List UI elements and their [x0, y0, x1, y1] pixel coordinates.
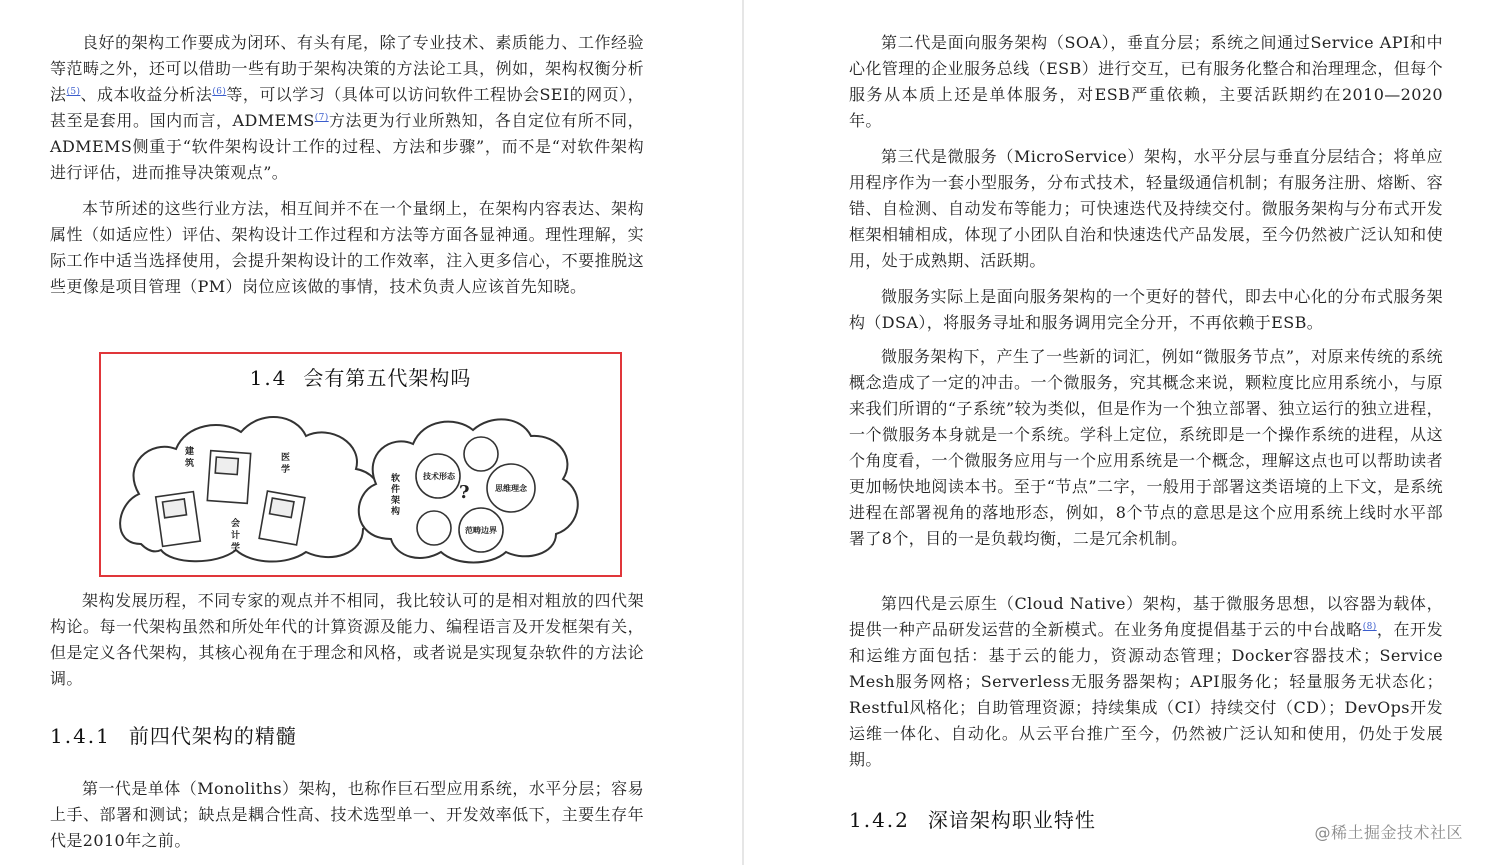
paragraph-text: 、成本收益分析法 — [80, 85, 213, 104]
section-title: 前四代架构的精髓 — [128, 724, 297, 748]
paragraph-first-generation: 第一代是单体（Monoliths）架构，也称作巨石型应用系统，水平分层；容易上手、部署和测试；缺点是耦合性高、技术选型单一、开发效率低下，主要生存年代是2010年之前。 — [50, 779, 644, 850]
section-number: 1.4.2 — [849, 808, 910, 832]
paragraph-third-generation: 第三代是微服务（MicroService）架构，水平分层与垂直分层结合；将单应用程序作为一套小型服务，分布式技术，轻量级通信机制；有服务注册、熔断、容错、自检测、自动发布等能力；可快速迭代及持续交付。微服务架构与分布式开发框架相辅相成，体现了小团队自治和快速迭代产品发展，至今仍然被广泛认知和使用，处于成熟期、活跃期。 — [849, 147, 1443, 270]
bubble-label-boundary: 范畴边界 — [465, 525, 497, 535]
paragraph-text: 方法更为行业所熟知，各自定位有所不同，ADMEMS侧重于“软件架构设计工作的过程、方法和步骤”，而不是“对软件架构进行评估，进而推导决策观点”。 — [50, 111, 644, 182]
section-title: 深谙架构职业特性 — [927, 808, 1096, 832]
paragraph-text: 良好的架构工作要成为闭环、有头有尾，除了专业技术、素质能力、工作经验等范畴之外，还可以借助一些有助于架构决策的方法论工具，例如，架构权衡分析法 — [50, 33, 644, 104]
bubble-empty-bottom — [417, 511, 451, 545]
bubble-empty-top — [464, 437, 498, 471]
bubble-label-thinking: 思维理念 — [495, 483, 527, 493]
left-page — [0, 0, 742, 865]
paragraph-microservice-vocabulary: 微服务架构下，产生了一些新的词汇，例如“微服务节点”，对原来传统的系统概念造成了一定的冲击。一个微服务，究其概念来说，颗粒度比应用系统小，与原来我们所谓的“子系统”较为类似，但是作为一个独立部署、独立运行的独立进程，一个微服务本身就是一个系统。学科上定位，系统即是一个操作系统的进程，从这个角度看，一个微服务应用与一个应用系统是一个概念，理解这点也可以帮助读者更加畅快地阅读本书。至于“节点”二字，一般用于部署这类语境的上下文，是系统进程在部署视角的落地形态，例如，8个节点的意思是这个应用系统上线时水平部署了8个，目的一是负载均衡，二是冗余机制。 — [849, 347, 1443, 548]
figure-title — [101, 362, 620, 391]
figure-title-text: 会有第五代架构吗 — [303, 366, 472, 390]
book-icon — [259, 491, 305, 545]
label-medicine: 医学 — [281, 453, 291, 475]
paragraph-text: 等，可以学习（具体可以访问软件工程协会SEI的网页），甚至是套用。国内而言，ADMEMS — [50, 85, 645, 130]
bubble-label-tech: 技术形态 — [423, 471, 455, 481]
footnote-link-8[interactable]: (8) — [1362, 622, 1377, 632]
footnote-link-7[interactable]: (7) — [314, 113, 329, 123]
left-cloud-shape — [120, 417, 381, 562]
figure-fifth-generation — [99, 352, 622, 577]
watermark: @稀土掘金技术社区 — [1314, 823, 1463, 842]
book-icon — [156, 492, 201, 547]
book-icon — [207, 451, 250, 504]
section-heading-1-4-1 — [50, 720, 297, 749]
paragraph-fourth-generation — [849, 591, 1443, 773]
label-building: 建筑 — [185, 447, 195, 469]
paragraph-text: ，在开发和运维方面包括：基于云的能力，资源动态管理；Docker容器技术；Service Mesh服务网格；Serverless无服务器架构；API服务化；轻量服务无状态化；Restful风格化；自助管理资源；持续集成（CI）持续交付（CD）；DevOps开发运维一体化、自动化。从云平台推广至今，仍然被广泛认知和使用，仍处于发展期。 — [849, 620, 1443, 769]
section-number: 1.4.1 — [50, 724, 111, 748]
footnote-link-6[interactable]: (6) — [212, 87, 227, 97]
paragraph-text: 第四代是云原生（Cloud Native）架构，基于微服务思想，以容器为载体，提供一种产品研发运营的全新模式。在业务角度提倡基于云的中台战略 — [849, 594, 1443, 639]
label-accounting: 会计学 — [231, 519, 241, 553]
paragraph-second-generation: 第二代是面向服务架构（SOA），垂直分层；系统之间通过Service API和中心化管理的企业服务总线（ESB）进行交互，已有服务化整合和治理理念，但每个服务从本质上还是单体服务，对ESB严重依赖，主要活跃期约在2010—2020年。 — [849, 33, 1443, 130]
figure-number: 1.4 — [249, 366, 288, 390]
paragraph-industry-methods: 本节所述的这些行业方法，相互间并不在一个量纲上，在架构内容表达、架构属性（如适应性）评估、架构设计工作过程和方法等方面各显神通。理性理解，实际工作中适当选择使用，会提升架构设计的工作效率，注入更多信心，不要推脱这些更像是项目管理（PM）岗位应该做的事情，技术负责人应该首先知晓。 — [50, 199, 644, 296]
question-mark: ? — [459, 482, 470, 503]
footnote-link-5[interactable]: (5) — [66, 87, 81, 97]
label-software-architecture: 软件架构 — [391, 474, 401, 517]
section-heading-1-4-2 — [849, 804, 1096, 833]
paragraph-microservice-dsa: 微服务实际上是面向服务架构的一个更好的替代，即去中心化的分布式服务架构（DSA），将服务寻址和服务调用完全分开，不再依赖于ESB。 — [849, 287, 1443, 332]
paragraph-methodology-tools — [50, 30, 644, 186]
paragraph-architecture-history: 架构发展历程，不同专家的观点并不相同，我比较认可的是相对粗放的四代架构论。每一代架构虽然和所处年代的计算资源及能力、编程语言及开发框架有关，但是定义各代架构，其核心视角在于理念和风格，或者说是实现复杂软件的方法论调。 — [50, 591, 644, 688]
right-page — [744, 0, 1485, 865]
